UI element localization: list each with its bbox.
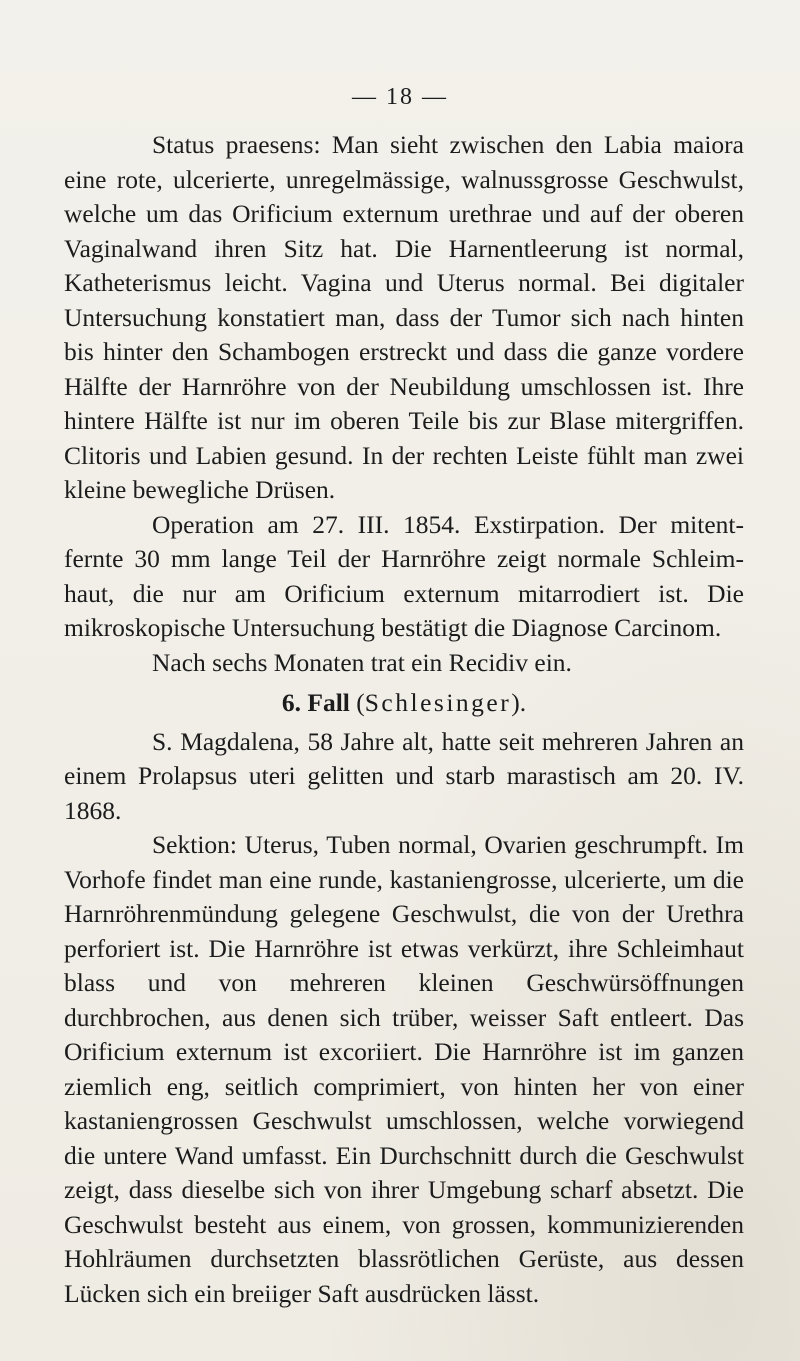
case-name-open: (: [356, 688, 365, 717]
case-name-close: ).: [511, 688, 527, 717]
case-name: Schlesinger: [364, 688, 512, 717]
case-label: Fall: [307, 688, 350, 717]
paragraph-recidiv: Nach sechs Monaten trat ein Recidiv ein.: [152, 647, 572, 677]
paragraph-operation: Operation am 27. III. 1854. Exstirpation. Der mitentfernte 30 mm lange Teil der Harnröhre zeigt normale Schleimhaut, die nur am Orificium externum mitarrodiert ist. Die mikroskopische Untersuchung bestätigt die Diagnose Carcinom.: [64, 509, 744, 642]
paragraph-patient: S. Magdalena, 58 Jahre alt, hatte seit mehreren Jahren an einem Prolapsus uteri gelitten und starb marastisch am 20. IV. 1868.: [64, 726, 744, 825]
paragraph-sektion: Sektion: Uterus, Tuben normal, Ovarien geschrumpft. Im Vorhofe findet man eine runde, kastaniengrosse, ulcerierte, um die Harnröhrenmündung gelegene Geschwulst, die von der Urethra perforiert ist. Die Harnröhre ist etwas verkürzt, ihre Schleimhaut blass und von mehreren kleinen Geschwürsöffnungen durchbrochen, aus denen sich trüber, weisser Saft entleert. Das Orificium externum ist excoriiert. Die Harnröhre ist im ganzen ziemlich eng, seitlich comprimiert, von hinten her von einer kastaniengrossen Geschwulst umschlossen, welche vorwiegend die untere Wand umfasst. Ein Durchschnitt durch die Geschwulst zeigt, dass dieselbe sich von ihrer Umgebung scharf absetzt. Die Geschwulst besteht aus einem, von grossen, kommunizierenden Hohlräumen durchsetzten blassrötlichen Gerüste, aus dessen Lücken sich ein breiiger Saft ausdrücken lässt.: [64, 830, 744, 1308]
paragraph-status-praesens: Status praesens: Man sieht zwischen den Labia maiora eine rote, ulcerierte, unregelmässige, walnussgrosse Geschwulst, welche um das Orificium externum urethrae und auf der oberen Vaginalwand ihren Sitz hat. Die Harnentleerung ist normal, Katheterismus leicht. Vagina und Uterus normal. Bei digitaler Untersuchung konstatiert man, dass der Tumor sich nach hinten bis hinter den Schambogen erstreckt und dass die ganze vordere Hälfte der Harnröhre von der Neubildung umschlossen ist. Ihre hintere Hälfte ist nur im oberen Teile bis zur Blase mitergriffen. Clitoris und Labien gesund. In der rechten Leiste fühlt man zwei kleine bewegliche Drüsen.: [64, 130, 744, 504]
case-heading: [64, 686, 744, 721]
case-number: 6.: [281, 688, 301, 717]
body-text: [64, 128, 744, 1311]
page-number-header: — 18 —: [352, 84, 448, 110]
